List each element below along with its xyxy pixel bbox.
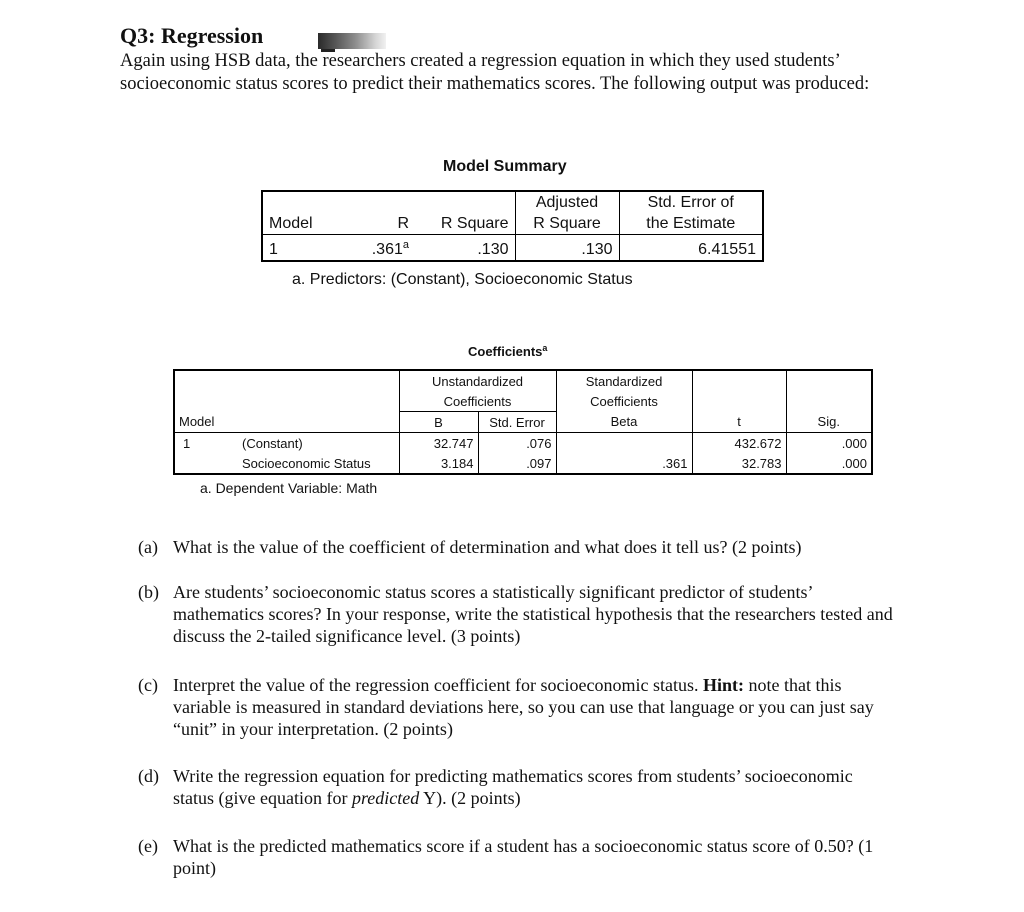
cf-cell-b: 3.184 [399,453,478,474]
cf-cell-beta: .361 [556,453,692,474]
cf-header-b: B [399,412,478,433]
cf-header-std-2: Coefficients [556,391,692,412]
ms-cell-r [336,235,415,262]
cf-cell-model: 1 [183,435,191,451]
question-label: (a) [138,537,158,557]
question-text-part: Write the regression equation for predicting mathematics scores from students’ socioeconomic status (give equation for [173,766,853,808]
question-text-part: note that this variable is measured in standard deviations here, so you can use that language or you can just say “unit” in your interpretation. (2 points) [173,675,874,739]
cf-cell-std-error: .097 [478,453,556,474]
coefficients-table [173,369,873,475]
question-text [173,674,898,740]
question-d [138,765,898,809]
ms-cell-r-square: .130 [477,241,509,258]
cf-header-unstd-1: Unstandardized [399,370,556,391]
ms-r-value: .361 [371,241,403,258]
cf-cell-name: Socioeconomic Status [242,455,371,471]
question-c [138,674,898,740]
cf-header-std-1: Standardized [556,370,692,391]
cf-header-unstd-2: Coefficients [399,391,556,412]
ms-cell-adjusted: .130 [515,235,619,262]
cf-header-beta: Beta [556,412,692,433]
question-emphasis: predicted [351,788,420,808]
question-b [138,581,898,647]
cf-cell-beta [556,433,692,454]
model-summary-table [261,190,764,262]
cf-header-sig: Sig. [786,412,872,433]
ms-header-std-error-1: Std. Error of [619,191,763,213]
coefficients-title-text: Coefficients [468,344,543,359]
question-text [173,536,898,558]
question-e [138,835,898,879]
ms-header-model: Model [262,213,336,235]
ms-header-adjusted-2: R Square [515,213,619,235]
question-label: (b) [138,582,159,602]
ms-cell-std-error: 6.41551 [619,235,763,262]
ms-header-r: R [336,213,415,235]
question-label: (e) [138,836,158,856]
intro-paragraph: Again using HSB data, the researchers created a regression equation in which they used students’ socioeconomic status scores to predict their mathematics scores. The following output was produced: [120,51,870,94]
ms-r-superscript: a [402,239,409,251]
question-text-part: What is the predicted mathematics score if a student has a socioeconomic status score of 0.50? (1 point) [173,836,874,878]
cf-cell-model [174,453,234,474]
coefficients-footnote: a. Dependent Variable: Math [200,480,378,496]
table-row [174,453,872,474]
question-hint-label: Hint: [702,675,744,695]
cf-cell-t: 432.672 [692,433,786,454]
question-text-part: What is the value of the coefficient of determination and what does it tell us? (2 points) [173,537,802,557]
cf-header-model: Model [174,412,234,433]
coefficients-title-superscript: a [542,343,548,353]
table-row [174,433,872,454]
question-text-part: Interpret the value of the regression coefficient for socioeconomic status. [173,675,703,695]
model-summary-footnote: a. Predictors: (Constant), Socioeconomic Status [292,271,633,288]
question-text [173,835,898,879]
question-text [173,765,898,809]
question-a [138,536,898,558]
question-label: (c) [138,675,158,695]
ms-header-std-error-2: the Estimate [619,213,763,235]
cf-cell-b: 32.747 [399,433,478,454]
question-text [173,581,898,647]
redaction-mark [318,33,386,49]
ms-header-r-square: R Square [415,213,515,235]
cf-cell-t: 32.783 [692,453,786,474]
cf-cell-name: (Constant) [242,435,303,451]
model-summary-title: Model Summary [443,158,567,175]
ms-cell-model: 1 [269,241,278,258]
page-title: Q3: Regression [120,23,264,48]
cf-header-std-error: Std. Error [478,412,556,433]
cf-cell-sig: .000 [786,453,872,474]
cf-cell-std-error: .076 [478,433,556,454]
coefficients-title [468,343,547,359]
cf-cell-sig: .000 [786,433,872,454]
question-label: (d) [138,766,159,786]
question-text-part: Y). (2 points) [419,788,521,808]
ms-header-adjusted-1: Adjusted [515,191,619,213]
question-text-part: Are students’ socioeconomic status scores a statistically significant predictor of students’ mathematics scores? In your response, write the statistical hypothesis that the researchers tested and discuss the 2-tailed significance level. (3 points) [173,582,893,646]
cf-header-t: t [692,412,786,433]
